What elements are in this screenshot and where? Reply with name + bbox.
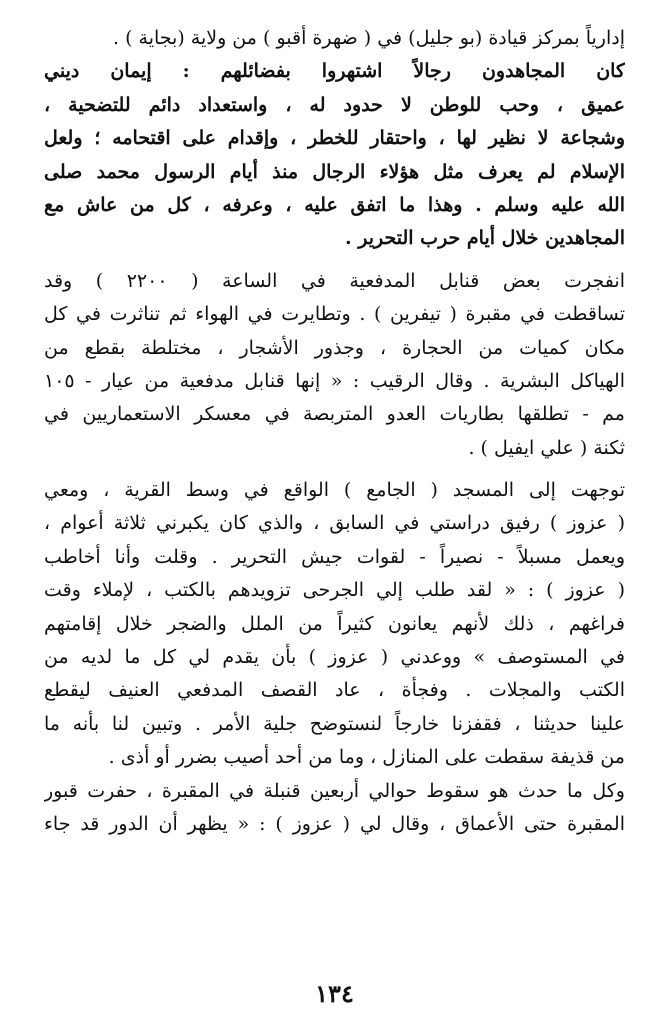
text-line: الكتب والمجلات . وفجأة ، عاد القصف المدفعي العنيف ليقطع bbox=[44, 679, 625, 702]
text-line: عميق ، وحب للوطن لا حدود له ، واستعداد دائم للتضحية ، bbox=[44, 93, 625, 116]
text-line: مكان كميات من الحجارة ، وجذور الأشجار ، مختلطة بقطع من bbox=[44, 336, 625, 359]
text-line: ( عزوز ) : « لقد طلب إلي الجرحى تزويدهم بالكتب ، لإملاء وقت bbox=[44, 579, 625, 602]
book-page-text bbox=[44, 22, 625, 841]
text-line: وكل ما حدث هو سقوط حوالي أربعين قنبلة في المقبرة ، حفرت قبور bbox=[44, 779, 625, 802]
page-number: ١٣٤ bbox=[315, 979, 354, 1008]
text-line: توجهت إلى المسجد ( الجامع ) الواقع في وسط القرية ، ومعي bbox=[44, 479, 625, 502]
paragraph-administrative-center bbox=[44, 22, 625, 55]
text-line: وشجاعة لا نظير لها ، واحتقار للخطر ، وإقدام على اقتحامه ؛ ولعل bbox=[44, 127, 625, 150]
text-line: انفجرت بعض قنابل المدفعية في الساعة ( ٢٢٠٠ ) وقد bbox=[44, 269, 625, 292]
text-line: فراغهم ، ذلك لأنهم يعانون كثيراً من الملل والضجر خلال إقامتهم bbox=[44, 612, 625, 635]
text-line: مم - تطلقها بطاريات العدو المتربصة في معسكر الاستعماريين في bbox=[44, 403, 625, 426]
text-line: المجاهدين خلال أيام حرب التحرير . bbox=[345, 227, 625, 250]
text-line: ويعمل مسبلاً - نصيراً - لقوات جيش التحرير . وقلت وأنا أخاطب bbox=[44, 545, 625, 568]
text-line: المقبرة حتى الأعماق ، وقال لي ( عزوز ) : « يظهر أن الدور قد جاء bbox=[44, 812, 625, 835]
paragraph-mosque-azzouz bbox=[44, 474, 625, 841]
text-line: الإسلام لم يعرف مثل هؤلاء الرجال منذ أيام الرسول محمد صلى bbox=[44, 160, 625, 183]
text-line: علينا حديثنا ، فقفزنا خارجاً لنستوضح جلية الأمر . وتبين لنا بأنه ما bbox=[44, 712, 625, 735]
paragraph-mujahideen-virtues bbox=[44, 55, 625, 255]
paragraph-spacing bbox=[44, 256, 625, 265]
paragraph-artillery-shells bbox=[44, 265, 625, 465]
text-line: ثكنة ( علي ايفيل ) . bbox=[468, 436, 625, 459]
text-line: تساقطت في مقبرة ( تيفرين ) . وتطايرت في الهواء ثم تناثرت في كل bbox=[44, 303, 625, 326]
text-line: ( عزوز ) رفيق دراستي في السابق ، والذي كان يكبرني ثلاثة أعوام ، bbox=[44, 512, 625, 535]
text-line: إدارياً بمركز قيادة (بو جليل) في ( ضهرة أقبو ) من ولاية (بجاية ) . bbox=[112, 27, 625, 49]
text-line: كان المجاهدون رجالاً اشتهروا بفضائلهم : إيمان ديني bbox=[44, 60, 625, 83]
text-line: من قذيفة سقطت على المنازل ، وما من أحد أصيب بضرر أو أذى . bbox=[108, 746, 625, 769]
text-line: الهياكل البشرية . وقال الرقيب : « إنها قنابل مدفعية من عيار - ١٠٥ bbox=[44, 369, 625, 392]
text-line: الله عليه وسلم . وهذا ما اتفق عليه ، وعرفه ، كل من عاش مع bbox=[44, 193, 625, 216]
text-line: في المستوصف » ووعدني ( عزوز ) بأن يقدم لي كل ما لديه من bbox=[44, 646, 625, 669]
paragraph-spacing bbox=[44, 465, 625, 474]
